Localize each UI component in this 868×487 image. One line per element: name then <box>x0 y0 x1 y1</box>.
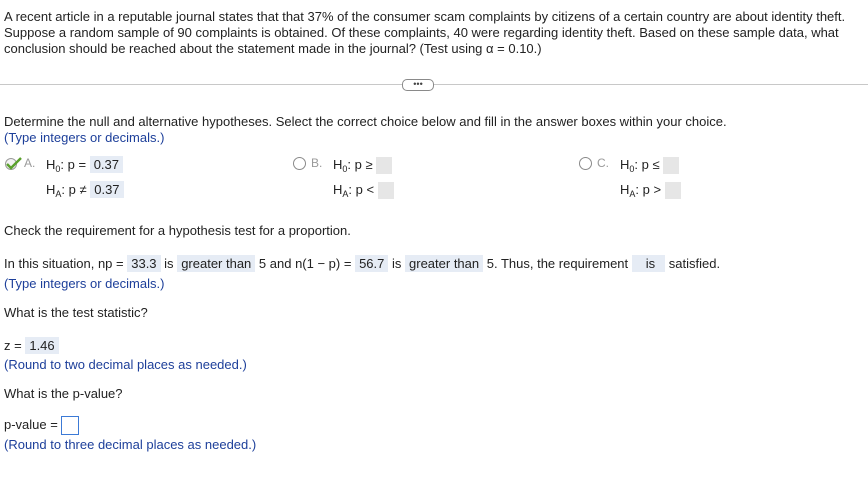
option-b[interactable] <box>290 155 410 199</box>
option-b-letter: B. <box>311 156 323 170</box>
option-a-letter: A. <box>24 156 36 170</box>
np-compare-select[interactable]: greater than <box>177 255 255 272</box>
z-value[interactable]: 1.46 <box>25 337 58 354</box>
option-b-h0-input[interactable] <box>376 157 392 174</box>
option-b-h0: $H_0$: p ≥ <box>333 157 392 174</box>
option-c-letter: C. <box>597 156 609 170</box>
z-answer-row <box>4 338 59 353</box>
checkmark-radio-icon <box>4 157 24 174</box>
p-value-input[interactable] <box>61 416 79 435</box>
option-b-ha-input[interactable] <box>378 182 394 199</box>
p-value-hint: (Round to three decimal places as needed.) <box>4 437 257 452</box>
nq-compare-select[interactable]: greater than <box>405 255 483 272</box>
option-b-ha: $H_A$: p < <box>333 182 394 199</box>
requirement-sentence: In this situation, np = 33.3 is greater than 5 and n(1 − p) = 56.7 is greater than 5. Thus, the requirement is satisfied. <box>4 256 721 271</box>
option-c-ha: $H_A$: p > <box>620 182 681 199</box>
option-c[interactable] <box>576 155 696 199</box>
option-c-h0: $H_0$: p ≤ <box>620 157 679 174</box>
problem-line-2: Suppose a random sample of 90 complaints is obtained. Of these complaints, 40 were regarding identity theft. Based on these sample data, what <box>4 25 839 40</box>
option-c-radio[interactable] <box>579 157 592 170</box>
option-c-ha-input[interactable] <box>665 182 681 199</box>
option-a[interactable] <box>4 155 154 199</box>
option-a-h0: $H_0$: p = 0.37 <box>46 157 123 174</box>
p-value-answer-row <box>4 416 79 435</box>
hypotheses-hint: (Type integers or decimals.) <box>4 130 165 145</box>
problem-line-3: conclusion should be reached about the statement made in the journal? (Test using α = 0.10.) <box>4 41 542 56</box>
requirement-hint: (Type integers or decimals.) <box>4 276 165 291</box>
option-c-h0-input[interactable] <box>663 157 679 174</box>
nq-value[interactable]: 56.7 <box>355 255 388 272</box>
hypotheses-prompt: Determine the null and alternative hypotheses. Select the correct choice below and fill in the answer boxes within your choice. <box>4 114 727 129</box>
option-a-h0-value[interactable]: 0.37 <box>90 156 123 173</box>
option-b-radio[interactable] <box>293 157 306 170</box>
p-value-label: p-value = <box>4 416 58 432</box>
option-a-ha: $H_A$: p ≠ 0.37 <box>46 182 124 199</box>
section-divider <box>0 84 868 85</box>
expand-more-button[interactable]: ••• <box>402 79 434 91</box>
requirement-status-select[interactable]: is <box>632 255 665 272</box>
z-label: z = <box>4 338 22 353</box>
np-value[interactable]: 33.3 <box>127 255 160 272</box>
problem-line-1: A recent article in a reputable journal states that that 37% of the consumer scam complaints by citizens of a certain country are about identity theft. <box>4 9 846 24</box>
requirement-prompt: Check the requirement for a hypothesis test for a proportion. <box>4 223 351 238</box>
z-hint: (Round to two decimal places as needed.) <box>4 357 247 372</box>
p-value-prompt: What is the p-value? <box>4 386 123 401</box>
test-statistic-prompt: What is the test statistic? <box>4 305 148 320</box>
option-a-ha-value[interactable]: 0.37 <box>90 181 123 198</box>
